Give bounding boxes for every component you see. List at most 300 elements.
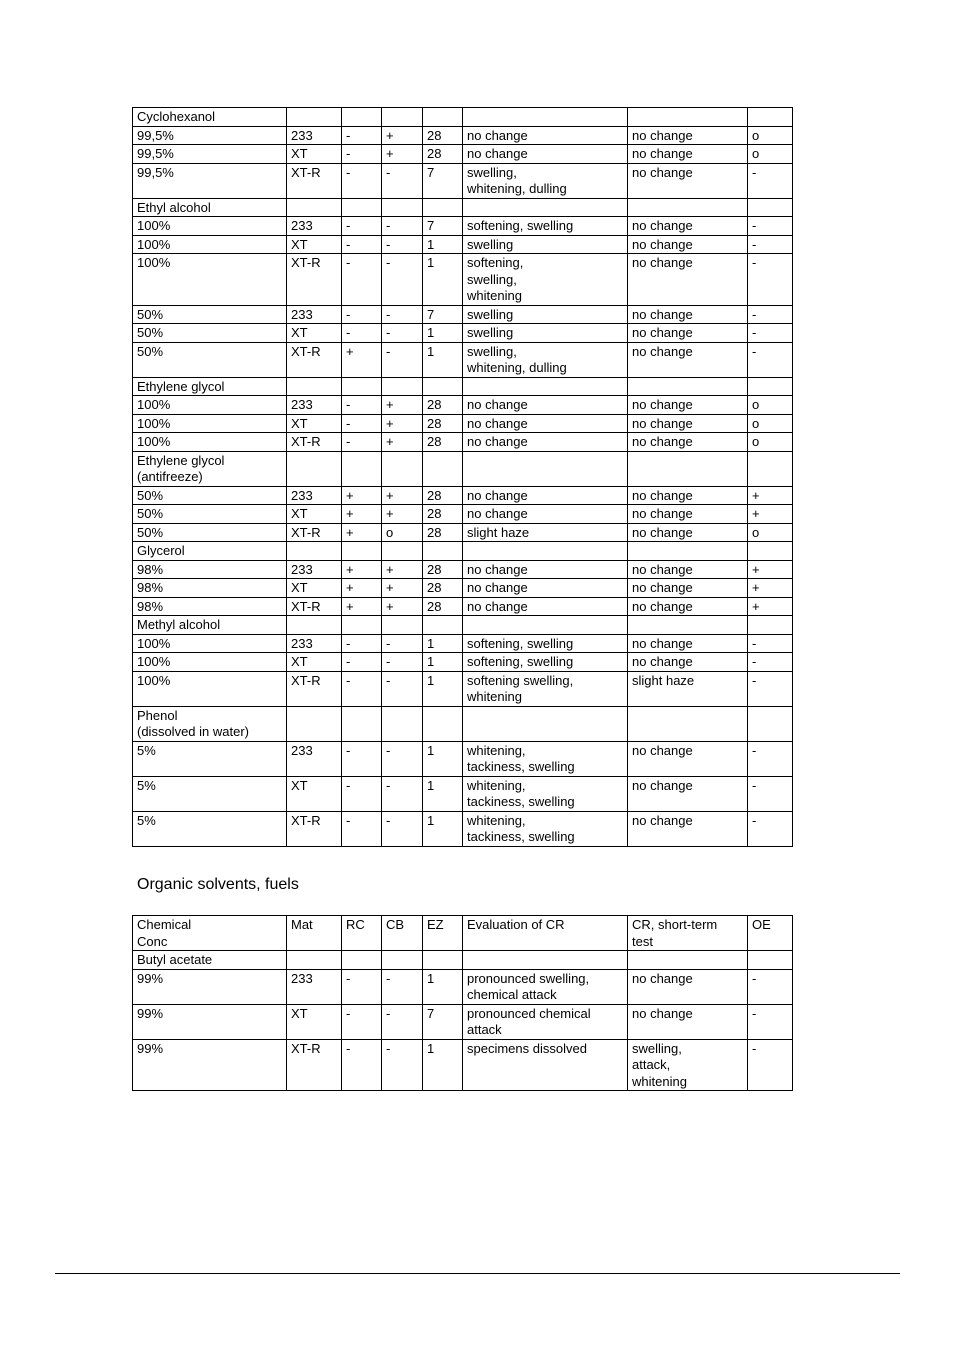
- oe-cell: -: [748, 634, 793, 653]
- material-cell: 233: [287, 486, 342, 505]
- cb-cell: +: [382, 560, 423, 579]
- table-row: [133, 217, 793, 236]
- chemical-name: Methyl alcohol: [133, 616, 287, 635]
- rc-cell: -: [342, 741, 382, 776]
- table-row: [133, 597, 793, 616]
- empty-cell: [463, 451, 628, 486]
- rc-cell: -: [342, 163, 382, 198]
- empty-cell: [628, 951, 748, 970]
- concentration-cell: 100%: [133, 217, 287, 236]
- material-cell: 233: [287, 560, 342, 579]
- table-row: [133, 433, 793, 452]
- chemical-group-row: [133, 706, 793, 741]
- rc-cell: -: [342, 305, 382, 324]
- empty-cell: [628, 108, 748, 127]
- concentration-cell: 50%: [133, 305, 287, 324]
- concentration-cell: 50%: [133, 324, 287, 343]
- concentration-cell: 99,5%: [133, 145, 287, 164]
- cb-cell: +: [382, 597, 423, 616]
- chemical-group-row: [133, 951, 793, 970]
- rc-cell: +: [342, 486, 382, 505]
- evaluation-cell: softening, swelling, whitening: [463, 254, 628, 306]
- oe-cell: o: [748, 523, 793, 542]
- rc-cell: -: [342, 433, 382, 452]
- evaluation-cell: softening, swelling: [463, 653, 628, 672]
- cb-cell: -: [382, 634, 423, 653]
- material-cell: XT: [287, 579, 342, 598]
- material-cell: 233: [287, 741, 342, 776]
- table-body: [133, 916, 793, 1091]
- empty-cell: [342, 951, 382, 970]
- evaluation-cell: whitening, tackiness, swelling: [463, 811, 628, 846]
- rc-cell: -: [342, 324, 382, 343]
- cb-cell: -: [382, 1004, 423, 1039]
- empty-cell: [287, 951, 342, 970]
- empty-cell: [342, 108, 382, 127]
- short-term-test-cell: no change: [628, 653, 748, 672]
- short-term-test-cell: swelling, attack, whitening: [628, 1039, 748, 1091]
- empty-cell: [342, 377, 382, 396]
- ez-cell: 7: [423, 217, 463, 236]
- evaluation-cell: no change: [463, 579, 628, 598]
- table-row: [133, 254, 793, 306]
- ez-cell: 1: [423, 969, 463, 1004]
- chemical-group-row: [133, 377, 793, 396]
- material-cell: 233: [287, 217, 342, 236]
- ez-cell: 1: [423, 342, 463, 377]
- empty-cell: [287, 542, 342, 561]
- table-row: [133, 324, 793, 343]
- empty-cell: [748, 706, 793, 741]
- concentration-cell: 100%: [133, 671, 287, 706]
- cb-cell: +: [382, 486, 423, 505]
- footer-rule: [55, 1273, 900, 1274]
- table-row: [133, 305, 793, 324]
- material-cell: XT-R: [287, 254, 342, 306]
- table-row: [133, 1039, 793, 1091]
- ez-cell: 28: [423, 505, 463, 524]
- material-cell: XT-R: [287, 433, 342, 452]
- evaluation-cell: pronounced chemical attack: [463, 1004, 628, 1039]
- empty-cell: [287, 377, 342, 396]
- empty-cell: [628, 451, 748, 486]
- empty-cell: [287, 198, 342, 217]
- rc-cell: -: [342, 653, 382, 672]
- empty-cell: [628, 542, 748, 561]
- table-row: [133, 342, 793, 377]
- cb-cell: -: [382, 969, 423, 1004]
- concentration-cell: 100%: [133, 235, 287, 254]
- chemical-name: Glycerol: [133, 542, 287, 561]
- empty-cell: [423, 198, 463, 217]
- cb-cell: -: [382, 776, 423, 811]
- evaluation-cell: no change: [463, 486, 628, 505]
- evaluation-cell: swelling: [463, 324, 628, 343]
- concentration-cell: 100%: [133, 396, 287, 415]
- oe-cell: o: [748, 414, 793, 433]
- concentration-cell: 99%: [133, 1039, 287, 1091]
- rc-cell: +: [342, 560, 382, 579]
- chemical-name: Cyclohexanol: [133, 108, 287, 127]
- oe-cell: -: [748, 776, 793, 811]
- empty-cell: [748, 377, 793, 396]
- material-cell: 233: [287, 126, 342, 145]
- empty-cell: [748, 951, 793, 970]
- short-term-test-cell: no change: [628, 433, 748, 452]
- concentration-cell: 50%: [133, 342, 287, 377]
- oe-cell: -: [748, 305, 793, 324]
- evaluation-cell: no change: [463, 126, 628, 145]
- short-term-test-cell: no change: [628, 235, 748, 254]
- material-cell: 233: [287, 305, 342, 324]
- oe-cell: o: [748, 126, 793, 145]
- table-body: [133, 108, 793, 847]
- cb-cell: -: [382, 217, 423, 236]
- header-cb: CB: [382, 916, 423, 951]
- chemical-name: Ethylene glycol: [133, 377, 287, 396]
- empty-cell: [287, 451, 342, 486]
- rc-cell: -: [342, 969, 382, 1004]
- short-term-test-cell: no change: [628, 776, 748, 811]
- rc-cell: -: [342, 396, 382, 415]
- rc-cell: +: [342, 579, 382, 598]
- ez-cell: 1: [423, 324, 463, 343]
- concentration-cell: 50%: [133, 486, 287, 505]
- ez-cell: 1: [423, 254, 463, 306]
- short-term-test-cell: no change: [628, 163, 748, 198]
- rc-cell: -: [342, 217, 382, 236]
- table-row: [133, 741, 793, 776]
- resistance-table-organic-solvents: [132, 915, 793, 1091]
- ez-cell: 28: [423, 523, 463, 542]
- short-term-test-cell: no change: [628, 145, 748, 164]
- resistance-table-alcohols: [132, 107, 793, 847]
- empty-cell: [423, 706, 463, 741]
- table-row: [133, 671, 793, 706]
- short-term-test-cell: slight haze: [628, 671, 748, 706]
- ez-cell: 28: [423, 579, 463, 598]
- oe-cell: o: [748, 145, 793, 164]
- concentration-cell: 5%: [133, 811, 287, 846]
- short-term-test-cell: no change: [628, 579, 748, 598]
- cb-cell: +: [382, 396, 423, 415]
- oe-cell: -: [748, 324, 793, 343]
- empty-cell: [342, 198, 382, 217]
- material-cell: XT: [287, 145, 342, 164]
- short-term-test-cell: no change: [628, 969, 748, 1004]
- empty-cell: [423, 108, 463, 127]
- cb-cell: -: [382, 342, 423, 377]
- rc-cell: -: [342, 254, 382, 306]
- concentration-cell: 100%: [133, 254, 287, 306]
- evaluation-cell: whitening, tackiness, swelling: [463, 741, 628, 776]
- oe-cell: -: [748, 163, 793, 198]
- table-row: [133, 634, 793, 653]
- empty-cell: [382, 377, 423, 396]
- short-term-test-cell: no change: [628, 560, 748, 579]
- empty-cell: [382, 706, 423, 741]
- short-term-test-cell: no change: [628, 342, 748, 377]
- short-term-test-cell: no change: [628, 396, 748, 415]
- concentration-cell: 98%: [133, 597, 287, 616]
- cb-cell: -: [382, 1039, 423, 1091]
- oe-cell: +: [748, 486, 793, 505]
- oe-cell: -: [748, 653, 793, 672]
- short-term-test-cell: no change: [628, 505, 748, 524]
- rc-cell: +: [342, 342, 382, 377]
- rc-cell: -: [342, 811, 382, 846]
- short-term-test-cell: no change: [628, 254, 748, 306]
- short-term-test-cell: no change: [628, 305, 748, 324]
- rc-cell: -: [342, 1004, 382, 1039]
- ez-cell: 28: [423, 145, 463, 164]
- oe-cell: +: [748, 505, 793, 524]
- table-row: [133, 1004, 793, 1039]
- short-term-test-cell: no change: [628, 741, 748, 776]
- empty-cell: [382, 198, 423, 217]
- concentration-cell: 50%: [133, 523, 287, 542]
- evaluation-cell: no change: [463, 396, 628, 415]
- empty-cell: [748, 451, 793, 486]
- empty-cell: [423, 377, 463, 396]
- cb-cell: -: [382, 305, 423, 324]
- ez-cell: 28: [423, 433, 463, 452]
- empty-cell: [287, 616, 342, 635]
- empty-cell: [423, 542, 463, 561]
- ez-cell: 1: [423, 741, 463, 776]
- rc-cell: -: [342, 1039, 382, 1091]
- table-row: [133, 523, 793, 542]
- evaluation-cell: whitening, tackiness, swelling: [463, 776, 628, 811]
- cb-cell: -: [382, 254, 423, 306]
- rc-cell: +: [342, 597, 382, 616]
- material-cell: XT: [287, 776, 342, 811]
- concentration-cell: 100%: [133, 634, 287, 653]
- oe-cell: +: [748, 560, 793, 579]
- evaluation-cell: swelling, whitening, dulling: [463, 342, 628, 377]
- chemical-group-row: [133, 108, 793, 127]
- empty-cell: [342, 542, 382, 561]
- rc-cell: -: [342, 671, 382, 706]
- rc-cell: -: [342, 634, 382, 653]
- evaluation-cell: softening, swelling: [463, 634, 628, 653]
- table-row: [133, 579, 793, 598]
- oe-cell: -: [748, 342, 793, 377]
- cb-cell: +: [382, 145, 423, 164]
- evaluation-cell: softening, swelling: [463, 217, 628, 236]
- empty-cell: [463, 108, 628, 127]
- evaluation-cell: softening swelling, whitening: [463, 671, 628, 706]
- material-cell: 233: [287, 396, 342, 415]
- empty-cell: [463, 198, 628, 217]
- concentration-cell: 98%: [133, 579, 287, 598]
- empty-cell: [628, 377, 748, 396]
- material-cell: XT: [287, 414, 342, 433]
- material-cell: XT: [287, 1004, 342, 1039]
- chemical-group-row: [133, 616, 793, 635]
- empty-cell: [287, 108, 342, 127]
- empty-cell: [463, 616, 628, 635]
- ez-cell: 1: [423, 634, 463, 653]
- ez-cell: 1: [423, 811, 463, 846]
- table-row: [133, 414, 793, 433]
- ez-cell: 7: [423, 1004, 463, 1039]
- cb-cell: +: [382, 579, 423, 598]
- table-row: [133, 969, 793, 1004]
- header-evaluation: Evaluation of CR: [463, 916, 628, 951]
- concentration-cell: 5%: [133, 741, 287, 776]
- cb-cell: -: [382, 653, 423, 672]
- oe-cell: +: [748, 579, 793, 598]
- evaluation-cell: slight haze: [463, 523, 628, 542]
- empty-cell: [463, 951, 628, 970]
- oe-cell: -: [748, 741, 793, 776]
- concentration-cell: 99%: [133, 969, 287, 1004]
- rc-cell: -: [342, 145, 382, 164]
- evaluation-cell: no change: [463, 414, 628, 433]
- evaluation-cell: no change: [463, 560, 628, 579]
- concentration-cell: 100%: [133, 414, 287, 433]
- ez-cell: 28: [423, 396, 463, 415]
- empty-cell: [382, 108, 423, 127]
- chemical-group-row: [133, 542, 793, 561]
- table-row: [133, 145, 793, 164]
- concentration-cell: 99,5%: [133, 126, 287, 145]
- short-term-test-cell: no change: [628, 324, 748, 343]
- oe-cell: -: [748, 969, 793, 1004]
- chemical-name: Ethylene glycol (antifreeze): [133, 451, 287, 486]
- ez-cell: 1: [423, 235, 463, 254]
- header-material: Mat: [287, 916, 342, 951]
- material-cell: XT-R: [287, 163, 342, 198]
- oe-cell: -: [748, 217, 793, 236]
- oe-cell: o: [748, 396, 793, 415]
- chemical-name: Ethyl alcohol: [133, 198, 287, 217]
- empty-cell: [748, 198, 793, 217]
- material-cell: XT: [287, 505, 342, 524]
- empty-cell: [382, 616, 423, 635]
- material-cell: XT: [287, 653, 342, 672]
- evaluation-cell: no change: [463, 597, 628, 616]
- oe-cell: -: [748, 235, 793, 254]
- table-row: [133, 486, 793, 505]
- material-cell: XT: [287, 235, 342, 254]
- empty-cell: [463, 706, 628, 741]
- cb-cell: o: [382, 523, 423, 542]
- short-term-test-cell: no change: [628, 217, 748, 236]
- material-cell: XT-R: [287, 342, 342, 377]
- ez-cell: 28: [423, 414, 463, 433]
- oe-cell: +: [748, 597, 793, 616]
- ez-cell: 1: [423, 776, 463, 811]
- ez-cell: 28: [423, 597, 463, 616]
- short-term-test-cell: no change: [628, 634, 748, 653]
- empty-cell: [463, 377, 628, 396]
- rc-cell: -: [342, 126, 382, 145]
- header-oe: OE: [748, 916, 793, 951]
- short-term-test-cell: no change: [628, 486, 748, 505]
- evaluation-cell: no change: [463, 505, 628, 524]
- concentration-cell: 99,5%: [133, 163, 287, 198]
- chemical-group-row: [133, 451, 793, 486]
- oe-cell: o: [748, 433, 793, 452]
- empty-cell: [748, 108, 793, 127]
- concentration-cell: 98%: [133, 560, 287, 579]
- cb-cell: -: [382, 235, 423, 254]
- evaluation-cell: swelling: [463, 235, 628, 254]
- cb-cell: +: [382, 505, 423, 524]
- table-row: [133, 505, 793, 524]
- table-row: [133, 560, 793, 579]
- oe-cell: -: [748, 811, 793, 846]
- rc-cell: +: [342, 523, 382, 542]
- header-ez: EZ: [423, 916, 463, 951]
- empty-cell: [748, 616, 793, 635]
- ez-cell: 1: [423, 653, 463, 672]
- header-concentration: Chemical Conc: [133, 916, 287, 951]
- material-cell: 233: [287, 969, 342, 1004]
- oe-cell: -: [748, 1004, 793, 1039]
- cb-cell: +: [382, 414, 423, 433]
- ez-cell: 28: [423, 126, 463, 145]
- material-cell: XT: [287, 324, 342, 343]
- ez-cell: 7: [423, 305, 463, 324]
- header-rc: RC: [342, 916, 382, 951]
- short-term-test-cell: no change: [628, 523, 748, 542]
- empty-cell: [287, 706, 342, 741]
- header-short-term-test: CR, short-term test: [628, 916, 748, 951]
- evaluation-cell: pronounced swelling, chemical attack: [463, 969, 628, 1004]
- table-row: [133, 126, 793, 145]
- short-term-test-cell: no change: [628, 811, 748, 846]
- short-term-test-cell: no change: [628, 597, 748, 616]
- empty-cell: [382, 451, 423, 486]
- table-row: [133, 235, 793, 254]
- ez-cell: 1: [423, 671, 463, 706]
- cb-cell: -: [382, 811, 423, 846]
- short-term-test-cell: no change: [628, 1004, 748, 1039]
- empty-cell: [342, 451, 382, 486]
- ez-cell: 1: [423, 1039, 463, 1091]
- cb-cell: -: [382, 671, 423, 706]
- material-cell: 233: [287, 634, 342, 653]
- concentration-cell: 100%: [133, 433, 287, 452]
- rc-cell: -: [342, 235, 382, 254]
- empty-cell: [628, 706, 748, 741]
- empty-cell: [423, 951, 463, 970]
- table-row: [133, 163, 793, 198]
- material-cell: XT-R: [287, 811, 342, 846]
- chemical-name: Butyl acetate: [133, 951, 287, 970]
- ez-cell: 28: [423, 486, 463, 505]
- rc-cell: -: [342, 414, 382, 433]
- evaluation-cell: no change: [463, 145, 628, 164]
- cb-cell: -: [382, 163, 423, 198]
- chemical-name: Phenol (dissolved in water): [133, 706, 287, 741]
- material-cell: XT-R: [287, 1039, 342, 1091]
- empty-cell: [628, 198, 748, 217]
- evaluation-cell: swelling, whitening, dulling: [463, 163, 628, 198]
- concentration-cell: 5%: [133, 776, 287, 811]
- evaluation-cell: swelling: [463, 305, 628, 324]
- section-title: Organic solvents, fuels: [137, 876, 299, 893]
- table-row: [133, 653, 793, 672]
- empty-cell: [463, 542, 628, 561]
- rc-cell: -: [342, 776, 382, 811]
- evaluation-cell: no change: [463, 433, 628, 452]
- rc-cell: +: [342, 505, 382, 524]
- cb-cell: +: [382, 126, 423, 145]
